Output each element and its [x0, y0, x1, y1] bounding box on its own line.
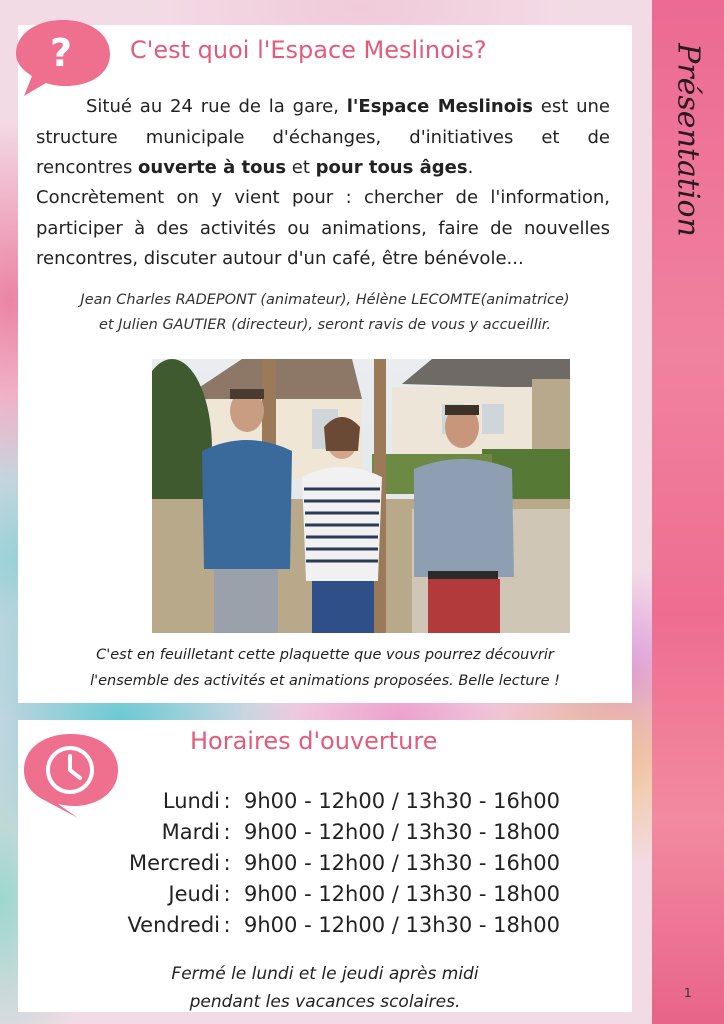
staff-caption [30, 288, 620, 338]
hours-time: 9h00 - 12h00 / 13h30 - 16h00 [244, 789, 560, 813]
hours-day: Mercredi [128, 851, 220, 875]
hours-time: 9h00 - 12h00 / 13h30 - 18h00 [244, 913, 560, 937]
svg-text:?: ? [49, 31, 73, 75]
hours-day: Mardi [161, 820, 220, 844]
hours-time: 9h00 - 12h00 / 13h30 - 16h00 [244, 851, 560, 875]
staff-line: Jean Charles RADEPONT (animateur), Hélène LECOMTE(animatrice) [80, 292, 570, 308]
note-line: pendant les vacances scolaires. [189, 992, 461, 1012]
activities-text: Concrètement on y vient pour : chercher de l'information, [36, 187, 610, 208]
hours-separator: : [223, 789, 231, 813]
team-photo [152, 359, 570, 633]
hours-day: Jeudi [168, 882, 220, 906]
activities-text: rencontres, discuter autour d'un café, être bénévole... [36, 248, 524, 269]
intro-paragraph [36, 92, 610, 184]
closure-note [30, 960, 620, 1016]
intro-text: Situé au 24 rue de la gare, [86, 96, 347, 117]
hours-row [60, 848, 580, 879]
note-line: Fermé le lundi et le jeudi après midi [171, 964, 479, 984]
staff-line: et Julien GAUTIER (directeur), seront ravis de vous y accueillir. [98, 317, 552, 333]
hours-day: Lundi [162, 789, 220, 813]
intro-bold-ages: pour tous âges [315, 157, 468, 178]
intro-text: rencontres [36, 157, 139, 178]
hours-separator: : [223, 882, 231, 906]
closing-line: l'ensemble des activités et animations proposées. Belle lecture ! [90, 673, 560, 689]
question-mark-icon [10, 14, 116, 100]
hours-row [60, 879, 580, 910]
activities-text: participer à des activités ou animations, faire de nouvelles [36, 217, 610, 239]
intro-bold-name: l'Espace Meslinois [346, 96, 533, 117]
hours-row [60, 817, 580, 848]
hours-row [60, 786, 580, 817]
hours-separator: : [223, 851, 231, 875]
closing-line: C'est en feuilletant cette plaquette que vous pourrez découvrir [96, 647, 554, 663]
section2-title: Horaires d'ouverture [190, 727, 438, 755]
section1-title: C'est quoi l'Espace Meslinois? [130, 36, 487, 64]
hours-separator: : [223, 913, 231, 937]
closing-caption [30, 642, 620, 694]
intro-text: structure municipale d'échanges, d'initiatives et de [36, 126, 610, 148]
hours-row [60, 910, 580, 941]
activities-paragraph [36, 183, 610, 275]
hours-time: 9h00 - 12h00 / 13h30 - 18h00 [244, 882, 560, 906]
intro-text: . [467, 157, 474, 178]
opening-hours-list [60, 786, 580, 941]
hours-separator: : [223, 820, 231, 844]
intro-text: est une [532, 96, 610, 117]
sidebar-title [652, 0, 724, 260]
hours-time: 9h00 - 12h00 / 13h30 - 18h00 [244, 820, 560, 844]
hours-day: Vendredi [127, 913, 220, 937]
sidebar-title-text: Présentation [670, 43, 706, 237]
intro-text: et [286, 157, 316, 178]
intro-bold-open: ouverte à tous [138, 157, 287, 178]
page-number: 1 [684, 986, 692, 1000]
